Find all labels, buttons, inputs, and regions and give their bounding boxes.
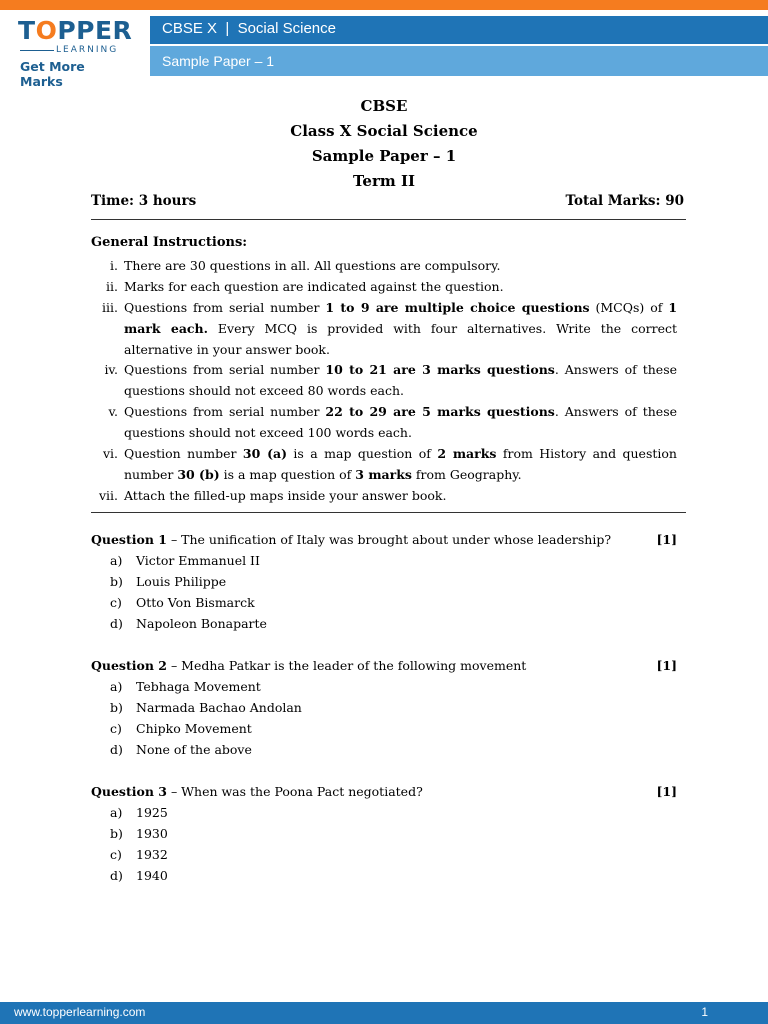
instruction-emphasis: 1 to 9 are multiple choice questions [325, 300, 590, 315]
question-label: Question 2 [91, 658, 167, 673]
option-text: 1940 [136, 868, 168, 883]
answer-option [110, 868, 168, 883]
instruction-emphasis: 30 (b) [177, 467, 220, 482]
question-text: – When was the Poona Pact negotiated? [166, 784, 423, 799]
answer-option [110, 700, 302, 715]
instruction-fragment: Marks for each question are indicated against the question. [124, 279, 504, 294]
answer-option [110, 721, 252, 736]
instruction-fragment: from Geography. [411, 467, 522, 482]
option-text: 1925 [136, 805, 168, 820]
instruction-number: ii. [106, 279, 118, 294]
option-text: 1930 [136, 826, 168, 841]
footer-bar [0, 1002, 768, 1024]
option-letter: c) [110, 721, 122, 736]
instruction-text [124, 297, 682, 360]
question-marks: [1] [656, 784, 677, 799]
instruction-item [80, 359, 680, 401]
option-letter: a) [110, 553, 123, 568]
instruction-text [124, 485, 677, 506]
option-letter: b) [110, 826, 123, 841]
instruction-emphasis: 22 to 29 are 5 marks questions [325, 404, 555, 419]
divider-bottom [91, 512, 686, 513]
option-letter: d) [110, 868, 123, 883]
question-marks: [1] [656, 532, 677, 547]
instruction-number: iv. [104, 362, 118, 377]
instruction-emphasis: 2 marks [437, 446, 497, 461]
instruction-fragment: . Answers of these questions should not exceed 100 words each. [124, 404, 681, 440]
question-label: Question 1 [91, 532, 167, 547]
option-text: Chipko Movement [136, 721, 252, 736]
title-term: Term II [352, 172, 415, 190]
instruction-fragment: is a map question of [287, 446, 438, 461]
option-letter: d) [110, 742, 123, 757]
instruction-fragment: . Answers of these questions should not exceed 80 words each. [124, 362, 681, 398]
instruction-item [80, 276, 680, 297]
subject-bar-text: CBSE X | Social Science [162, 20, 336, 37]
instruction-text [124, 276, 677, 297]
total-marks-label: Total Marks: 90 [565, 193, 684, 209]
question-3-header [91, 784, 681, 799]
answer-option [110, 616, 267, 631]
title-paper: Sample Paper – 1 [311, 147, 457, 165]
option-letter: a) [110, 679, 123, 694]
answer-option [110, 595, 255, 610]
instruction-fragment: Question number [124, 446, 243, 461]
instruction-fragment: Every MCQ is provided with four alternatives. Write the correct alternative in your answer book. [124, 321, 681, 357]
logo-divider [20, 50, 54, 51]
instruction-number: i. [110, 258, 118, 273]
option-letter: d) [110, 616, 123, 631]
logo-star-letter: O [35, 16, 58, 45]
instruction-text [124, 255, 677, 276]
question-marks: [1] [656, 658, 677, 673]
instruction-fragment: (MCQs) of [589, 300, 669, 315]
question-text: – The unification of Italy was brought about under whose leadership? [166, 532, 612, 547]
instruction-emphasis: 30 (a) [242, 446, 288, 461]
instruction-fragment: Questions from serial number [124, 404, 326, 419]
instruction-number: v. [108, 404, 118, 419]
instruction-number: iii. [102, 300, 118, 315]
instruction-fragment: Questions from serial number [124, 300, 326, 315]
instruction-fragment: Attach the filled-up maps inside your answer book. [124, 488, 447, 503]
instruction-fragment: There are 30 questions in all. All questions are compulsory. [124, 258, 501, 273]
question-1-header [91, 532, 681, 547]
instructions-heading: General Instructions: [91, 235, 248, 250]
option-text: Otto Von Bismarck [136, 595, 255, 610]
instruction-item [80, 401, 680, 443]
paper-bar-text: Sample Paper – 1 [162, 53, 275, 69]
option-text: Victor Emmanuel II [136, 553, 260, 568]
topper-logo [18, 16, 133, 89]
option-text: 1932 [136, 847, 168, 862]
instruction-number: vii. [98, 488, 118, 503]
instruction-item [80, 297, 680, 360]
question-label: Question 3 [91, 784, 167, 799]
instruction-text [124, 401, 681, 443]
question-text: – Medha Patkar is the leader of the following movement [166, 658, 527, 673]
instruction-item [80, 443, 680, 485]
footer-url[interactable]: www.topperlearning.com [14, 1005, 146, 1019]
instruction-text [124, 359, 681, 401]
option-text: Louis Philippe [136, 574, 227, 589]
answer-option [110, 553, 260, 568]
instruction-item [80, 485, 680, 506]
instruction-fragment: from History and question number [124, 446, 681, 482]
option-letter: c) [110, 595, 122, 610]
logo-tagline: Get More Marks [20, 59, 85, 89]
answer-option [110, 805, 168, 820]
option-text: Narmada Bachao Andolan [136, 700, 302, 715]
option-letter: c) [110, 847, 122, 862]
instruction-emphasis: 1 mark each. [124, 300, 682, 336]
page-number: 1 [701, 1005, 708, 1019]
instruction-text [124, 443, 681, 485]
option-letter: b) [110, 574, 123, 589]
option-text: Napoleon Bonaparte [136, 616, 267, 631]
answer-option [110, 826, 168, 841]
question-2-header [91, 658, 681, 673]
option-text: Tebhaga Movement [136, 679, 261, 694]
option-letter: b) [110, 700, 123, 715]
title-class: Class X Social Science [290, 122, 478, 140]
logo-wordmark: TOPPER [18, 16, 133, 45]
time-label: Time: 3 hours [91, 193, 197, 209]
option-text: None of the above [136, 742, 252, 757]
instruction-item [80, 255, 680, 276]
logo-subtext: LEARNING [56, 45, 119, 55]
instruction-fragment: Questions from serial number [124, 362, 326, 377]
instruction-emphasis: 10 to 21 are 3 marks questions [325, 362, 555, 377]
option-letter: a) [110, 805, 123, 820]
top-accent-bar [0, 0, 768, 10]
instruction-fragment: is a map question of [219, 467, 356, 482]
paper-bar [150, 46, 768, 76]
answer-option [110, 742, 252, 757]
answer-option [110, 574, 226, 589]
title-board: CBSE [360, 97, 408, 115]
instruction-number: vi. [102, 446, 118, 461]
subject-bar [150, 16, 768, 44]
instruction-emphasis: 3 marks [355, 467, 412, 482]
answer-option [110, 847, 168, 862]
divider-top [91, 219, 686, 220]
answer-option [110, 679, 261, 694]
